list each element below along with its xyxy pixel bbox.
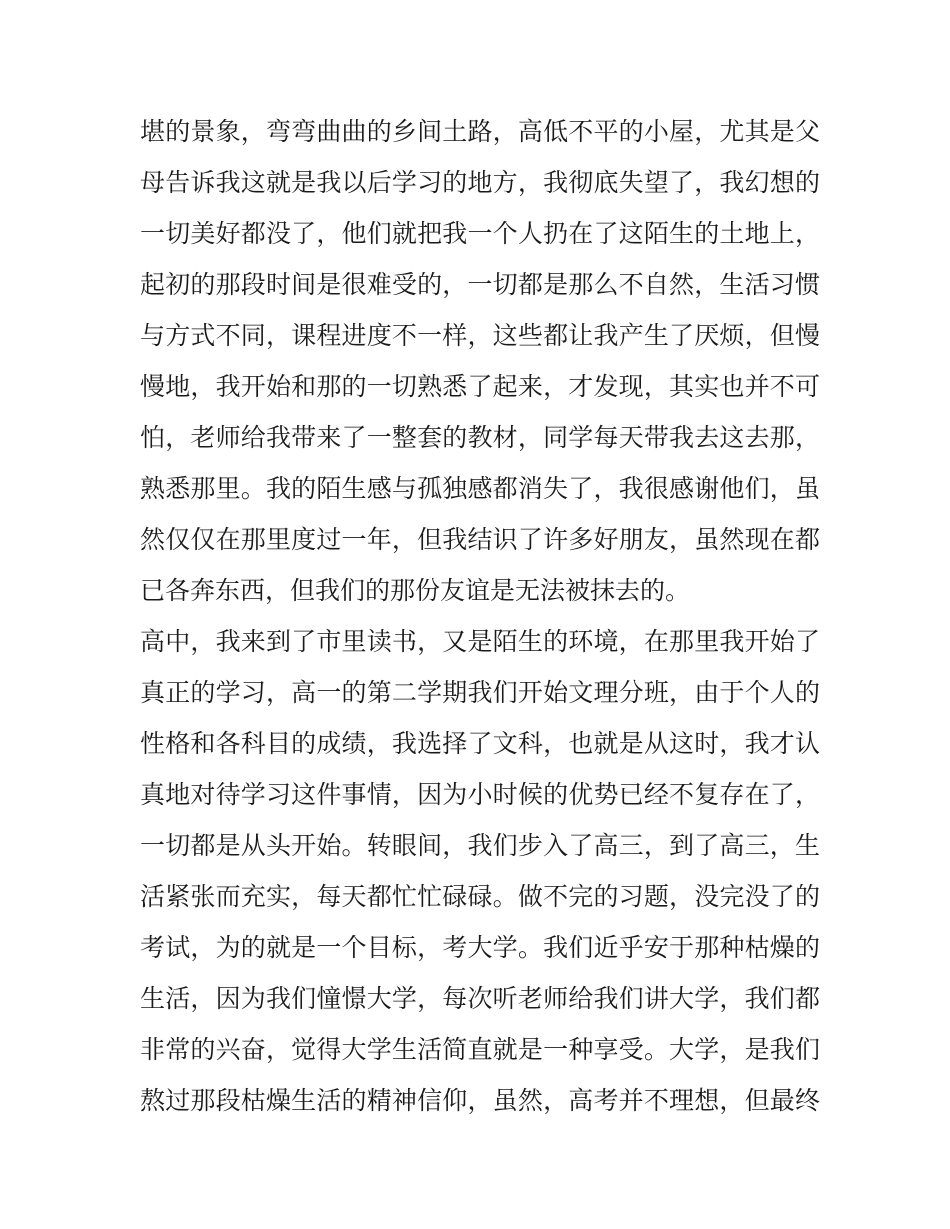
- text-line: 高中，我来到了市里读书，又是陌生的环境，在那里我开始了: [140, 627, 820, 656]
- text-line: 一切都是从头开始。转眼间，我们步入了高三，到了高三，生: [140, 831, 820, 860]
- text-line: 熟悉那里。我的陌生感与孤独感都消失了，我很感谢他们，虽: [140, 474, 820, 503]
- text-line: 慢地，我开始和那的一切熟悉了起来，才发现，其实也并不可: [140, 372, 820, 401]
- paragraph-1: [140, 106, 820, 616]
- text-line: 非常的兴奋，觉得大学生活简直就是一种享受。大学，是我们: [140, 1035, 820, 1064]
- text-line: 真地对待学习这件事情，因为小时候的优势已经不复存在了，: [140, 780, 820, 809]
- body-text: [140, 106, 820, 1126]
- text-line: 母告诉我这就是我以后学习的地方，我彻底失望了，我幻想的: [140, 168, 820, 197]
- text-line: 然仅仅在那里度过一年，但我结识了许多好朋友，虽然现在都: [140, 525, 820, 554]
- text-line: 怕，老师给我带来了一整套的教材，同学每天带我去这去那，: [140, 423, 820, 452]
- text-line: 与方式不同，课程进度不一样，这些都让我产生了厌烦，但慢: [140, 321, 820, 350]
- text-line: 考试，为的就是一个目标，考大学。我们近乎安于那种枯燥的: [140, 933, 820, 962]
- text-line: 一切美好都没了，他们就把我一个人扔在了这陌生的土地上，: [140, 219, 820, 248]
- text-line: 已各奔东西，但我们的那份友谊是无法被抹去的。: [140, 576, 691, 605]
- text-line: 熬过那段枯燥生活的精神信仰，虽然，高考并不理想，但最终: [140, 1086, 820, 1115]
- text-line: 性格和各科目的成绩，我选择了文科，也就是从这时，我才认: [140, 729, 820, 758]
- text-line: 生活，因为我们憧憬大学，每次听老师给我们讲大学，我们都: [140, 984, 820, 1013]
- text-line: 堪的景象，弯弯曲曲的乡间土路，高低不平的小屋，尤其是父: [140, 117, 820, 146]
- text-line: 真正的学习，高一的第二学期我们开始文理分班，由于个人的: [140, 678, 820, 707]
- text-line: 起初的那段时间是很难受的，一切都是那么不自然，生活习惯: [140, 270, 820, 299]
- paragraph-2: [140, 616, 820, 1126]
- text-line: 活紧张而充实，每天都忙忙碌碌。做不完的习题，没完没了的: [140, 882, 820, 911]
